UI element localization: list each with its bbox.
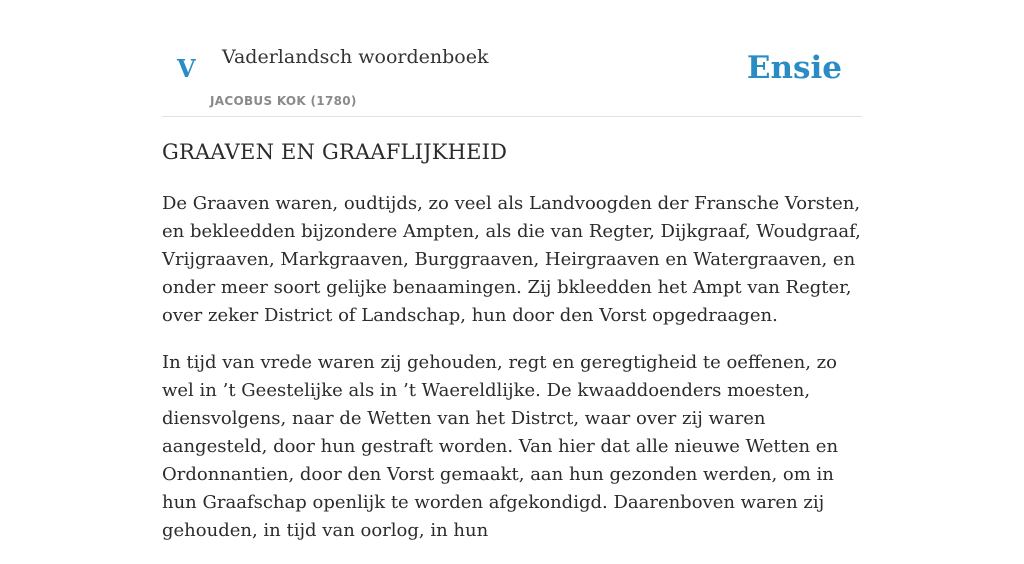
article-paragraph: In tijd van vrede waren zij gehouden, regt en geregtigheid te oeffenen, zo wel in ’t Geestelijke als in ’t Waereldlijke. De kwaaddoenders moesten, diensvolgens, naar de Wetten van het Distrct, waar over zij waren aangesteld, door hun gestraft worden. Van hier dat alle nieuwe Wetten en Ordonnantien, door den Vorst gemaakt, aan hun gezonden werden, om in hun Graafschap openlijk te worden afgekondigd. Daarenboven waren zij gehouden, in tijd van oorlog, in hun: [162, 352, 839, 541]
book-letter-badge[interactable]: V: [177, 54, 196, 83]
ensie-logo[interactable]: Ensie: [746, 50, 842, 86]
article-paragraph: De Graaven waren, oudtijds, zo veel als Landvoogden der Fransche Vorsten, en bekleedden bijzondere Ampten, als die van Regter, Dijkgraaf, Woudgraaf, Vrijgraaven, Markgraaven, Burggraaven, Heirgraaven en Watergraaven, en onder meer soort gelijke benaamingen. Zij bkleedden het Ampt van Regter, over zeker District of Landschap, hun door den Vorst opgedraagen.: [162, 193, 861, 326]
book-header: [162, 0, 862, 117]
article-title: GRAAVEN EN GRAAFLIJKHEID: [162, 140, 508, 164]
article: [162, 140, 862, 564]
book-title-link[interactable]: Vaderlandsch woordenboek: [222, 46, 489, 68]
book-author: JACOBUS KOK (1780): [210, 94, 357, 108]
